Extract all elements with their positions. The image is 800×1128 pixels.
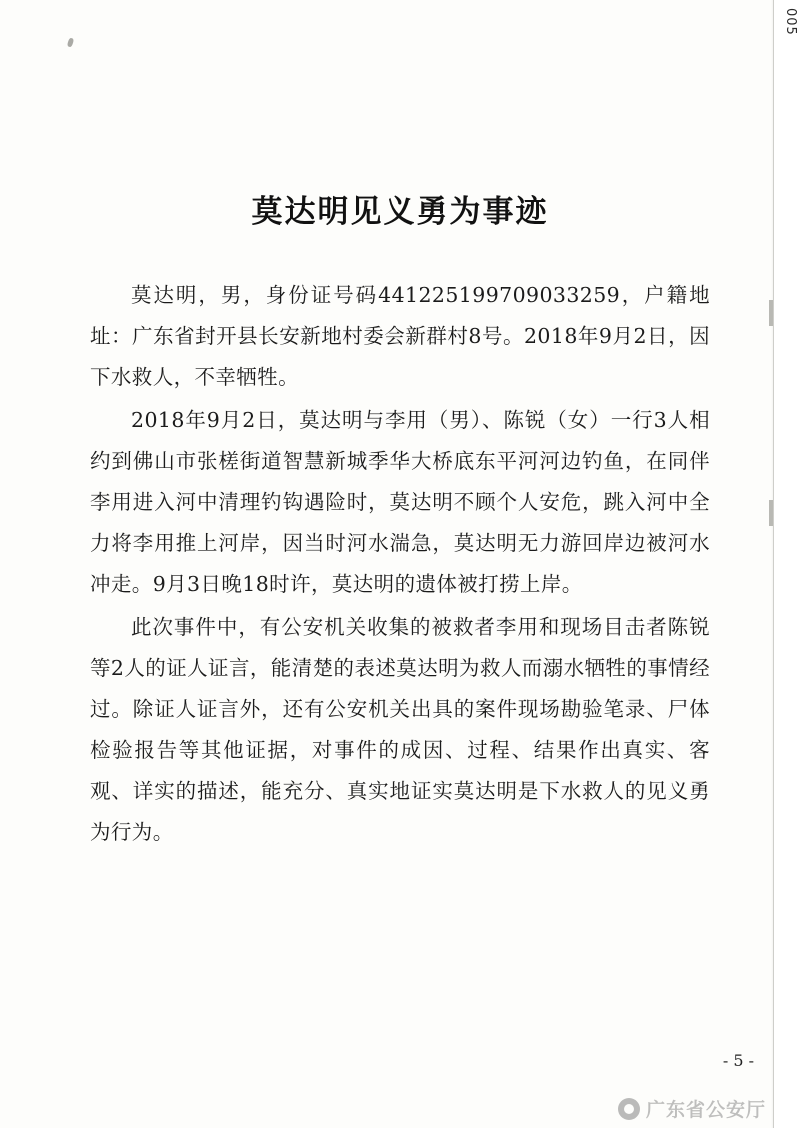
binding-mark-upper (769, 300, 773, 326)
scan-edge-strip (773, 0, 800, 1128)
scan-speck (67, 37, 75, 47)
seal-icon (618, 1098, 640, 1120)
binding-mark-lower (769, 500, 773, 526)
page-number: - 5 - (722, 1051, 754, 1070)
document-body (90, 275, 710, 853)
paragraph: 2018年9月2日，莫达明与李用（男）、陈锐（女）一行3人相约到佛山市张槎街道智慧新城季华大桥底东平河河边钓鱼，在同伴李用进入河中清理钓钩遇险时，莫达明不顾个人安危，跳入河中全力将李用推上河岸，因当时河水湍急，莫达明无力游回岸边被河水冲走。9月3日晚18时许，莫达明的遗体被打捞上岸。 (90, 408, 710, 596)
paragraph: 莫达明，男，身份证号码441225199709033259，户籍地址：广东省封开县长安新地村委会新群村8号。2018年9月2日，因下水救人，不幸牺牲。 (90, 283, 710, 389)
watermark-label: 广东省公安厅 (645, 1099, 766, 1121)
page-title: 莫达明见义勇为事迹 (251, 194, 549, 230)
document-content (90, 0, 710, 1128)
scan-edge-shadow (771, 0, 774, 1128)
margin-stamp-number: 005 (783, 8, 798, 36)
paragraph: 此次事件中，有公安机关收集的被救者李用和现场目击者陈锐等2人的证人证言，能清楚的表述莫达明为救人而溺水牺牲的事情经过。除证人证言外，还有公安机关出具的案件现场勘验笔录、尸体检验报告等其他证据，对事件的成因、过程、结果作出真实、客观、详实的描述，能充分、真实地证实莫达明是下水救人的见义勇为行为。 (90, 615, 710, 844)
watermark (618, 1095, 766, 1122)
